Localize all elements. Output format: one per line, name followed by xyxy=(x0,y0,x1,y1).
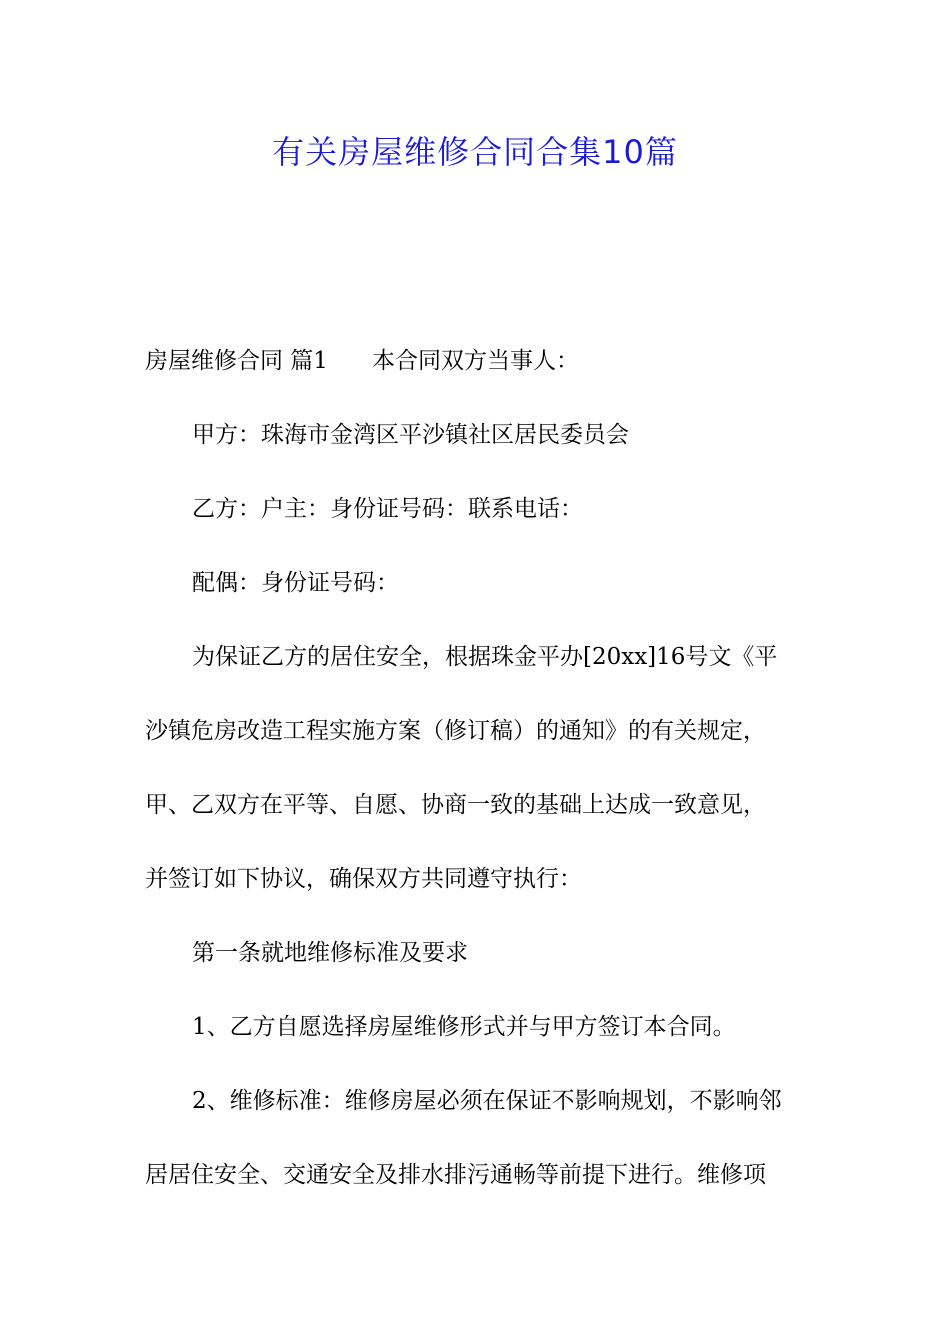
paragraph-line: 配偶：身份证号码： xyxy=(192,570,399,596)
paragraph-line: 并签订如下协议，确保双方共同遵守执行： xyxy=(145,866,582,892)
paragraph-line: 沙镇危房改造工程实施方案（修订稿）的通知》的有关规定， xyxy=(145,718,766,744)
paragraph-line: 甲、乙双方在平等、自愿、协商一致的基础上达成一致意见， xyxy=(145,792,766,818)
document-title: 有关房屋维修合同合集10篇 xyxy=(272,133,678,171)
section-first-line xyxy=(145,346,815,376)
paragraph-line: 2、维修标准：维修房屋必须在保证不影响规划，不影响邻 xyxy=(192,1088,782,1114)
section-heading: 房屋维修合同 篇1 xyxy=(145,348,328,374)
paragraph-line: 本合同双方当事人： xyxy=(371,348,579,374)
paragraph-line: 1、乙方自愿选择房屋维修形式并与甲方签订本合同。 xyxy=(192,1014,736,1040)
article-heading: 第一条就地维修标准及要求 xyxy=(192,940,468,966)
paragraph-line: 居居住安全、交通安全及排水排污通畅等前提下进行。维修项 xyxy=(145,1162,766,1188)
paragraph-line: 乙方：户主：身份证号码：联系电话： xyxy=(192,496,583,522)
paragraph-line: 为保证乙方的居住安全，根据珠金平办[20xx]16号文《平 xyxy=(192,644,778,670)
paragraph-line: 甲方：珠海市金湾区平沙镇社区居民委员会 xyxy=(192,422,629,448)
